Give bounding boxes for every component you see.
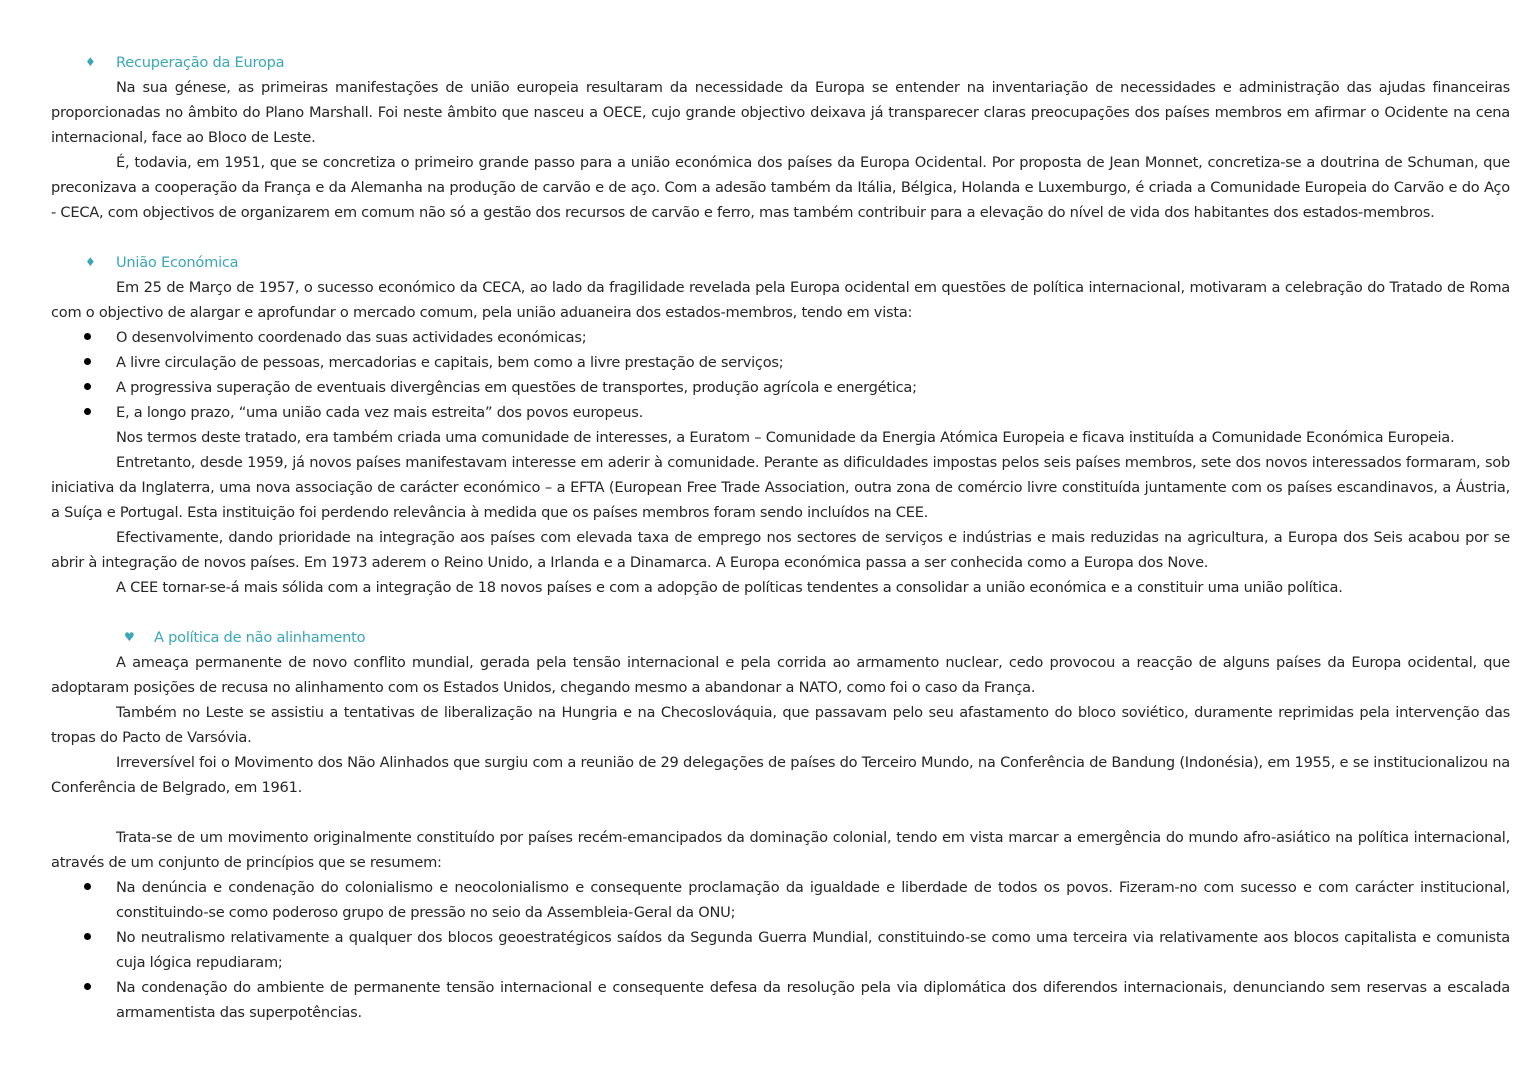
paragraph: Nos termos deste tratado, era também criada uma comunidade de interesses, a Euratom – Comunidade da Energia Atómica Europeia e ficava instituída a Comunidade Económica Europeia. xyxy=(116,429,1455,446)
list-item: Na denúncia e condenação do colonialismo e neocolonialismo e consequente proclamação da igualdade e liberdade de todos os povos. Fizeram-no com sucesso e com carácter institucional, constituindo-se como poderoso grupo de pressão no seio da Assembleia-Geral da ONU; xyxy=(116,875,1510,925)
heart-bullet-icon: ♥ xyxy=(124,630,135,644)
section-heading-uniao xyxy=(51,250,1510,275)
diamond-bullet-icon: ♦ xyxy=(85,255,96,269)
document-page xyxy=(51,50,1510,1025)
paragraph: A ameaça permanente de novo conflito mundial, gerada pela tensão internacional e pela corrida ao armamento nuclear, cedo provocou a reacção de alguns países da Europa ocidental, que adoptaram posições de recusa no alinhamento com os Estados Unidos, chegando mesmo a abandonar a NATO, como foi o caso da França. xyxy=(51,654,1510,696)
heading-text: União Económica xyxy=(116,254,239,271)
list-item: A progressiva superação de eventuais divergências em questões de transportes, produção agrícola e energética; xyxy=(116,375,1510,400)
paragraph: Irreversível foi o Movimento dos Não Alinhados que surgiu com a reunião de 29 delegações de países do Terceiro Mundo, na Conferência de Bandung (Indonésia), em 1955, e se institucionalizou na Conferência de Belgrado, em 1961. xyxy=(51,754,1510,796)
paragraph: É, todavia, em 1951, que se concretiza o primeiro grande passo para a união económica dos países da Europa Ocidental. Por proposta de Jean Monnet, concretiza-se a doutrina de Schuman, que preconizava a cooperação da França e da Alemanha na produção de carvão e de aço. Com a adesão também da Itália, Bélgica, Holanda e Luxemburgo, é criada a Comunidade Europeia do Carvão e do Aço - CECA, com objectivos de organizarem em comum não só a gestão dos recursos de carvão e ferro, mas também contribuir para a elevação do nível de vida dos habitantes dos estados-membros. xyxy=(51,154,1510,221)
bullet-dot-icon xyxy=(84,358,91,365)
paragraph: Em 25 de Março de 1957, o sucesso económico da CECA, ao lado da fragilidade revelada pela Europa ocidental em questões de política internacional, motivaram a celebração do Tratado de Roma com o objectivo de alargar e aprofundar o mercado comum, pela união aduaneira dos estados-membros, tendo em vista: xyxy=(51,279,1510,321)
bullet-dot-icon xyxy=(84,333,91,340)
paragraph: Na sua génese, as primeiras manifestações de união europeia resultaram da necessidade da Europa se entender na inventariação de necessidades e administração das ajudas financeiras proporcionadas no âmbito do Plano Marshall. Foi neste âmbito que nasceu a OECE, cujo grande objectivo deixava já transparecer claras preocupações dos países membros em afirmar o Ocidente na cena internacional, face ao Bloco de Leste. xyxy=(51,79,1510,146)
paragraph: Trata-se de um movimento originalmente constituído por países recém-emancipados da dominação colonial, tendo em vista marcar a emergência do mundo afro-asiático na política internacional, através de um conjunto de princípios que se resumem: xyxy=(51,829,1510,871)
paragraph: Efectivamente, dando prioridade na integração aos países com elevada taxa de emprego nos sectores de serviços e indústrias e mais reduzidas na agricultura, a Europa dos Seis acabou por se abrir à integração de novos países. Em 1973 aderem o Reino Unido, a Irlanda e a Dinamarca. A Europa económica passa a ser conhecida como a Europa dos Nove. xyxy=(51,529,1510,571)
section-heading-recuperacao xyxy=(51,50,1510,75)
list-item: No neutralismo relativamente a qualquer dos blocos geoestratégicos saídos da Segunda Guerra Mundial, constituindo-se como uma terceira via relativamente aos blocos capitalista e comunista cuja lógica repudiaram; xyxy=(116,925,1510,975)
bullet-dot-icon xyxy=(84,983,91,990)
heading-text: A política de não alinhamento xyxy=(154,629,366,646)
bullet-list xyxy=(51,875,1510,1025)
section-heading-nao-alinhamento xyxy=(51,625,1510,650)
heading-text: Recuperação da Europa xyxy=(116,54,285,71)
bullet-dot-icon xyxy=(84,383,91,390)
paragraph: Também no Leste se assistiu a tentativas de liberalização na Hungria e na Checoslováquia, que passavam pelo seu afastamento do bloco soviético, duramente reprimidas pela intervenção das tropas do Pacto de Varsóvia. xyxy=(51,704,1510,746)
list-item: Na condenação do ambiente de permanente tensão internacional e consequente defesa da resolução pela via diplomática dos diferendos internacionais, denunciando sem reservas a escalada armamentista das superpotências. xyxy=(116,975,1510,1025)
bullet-dot-icon xyxy=(84,883,91,890)
list-item: O desenvolvimento coordenado das suas actividades económicas; xyxy=(116,325,1510,350)
bullet-dot-icon xyxy=(84,933,91,940)
list-item: E, a longo prazo, “uma união cada vez mais estreita” dos povos europeus. xyxy=(116,400,1510,425)
diamond-bullet-icon: ♦ xyxy=(85,55,96,69)
list-item: A livre circulação de pessoas, mercadorias e capitais, bem como a livre prestação de serviços; xyxy=(116,350,1510,375)
paragraph: Entretanto, desde 1959, já novos países manifestavam interesse em aderir à comunidade. Perante as dificuldades impostas pelos seis países membros, sete dos novos interessados formaram, sob iniciativa da Inglaterra, uma nova associação de carácter económico – a EFTA (European Free Trade Association, outra zona de comércio livre constituída juntamente com os países escandinavos, a Áustria, a Suíça e Portugal. Esta instituição foi perdendo relevância à medida que os países membros foram sendo incluídos na CEE. xyxy=(51,454,1510,521)
paragraph: A CEE tornar-se-á mais sólida com a integração de 18 novos países e com a adopção de políticas tendentes a consolidar a união económica e a constituir uma união política. xyxy=(116,579,1343,596)
bullet-list xyxy=(51,325,1510,425)
bullet-dot-icon xyxy=(84,408,91,415)
